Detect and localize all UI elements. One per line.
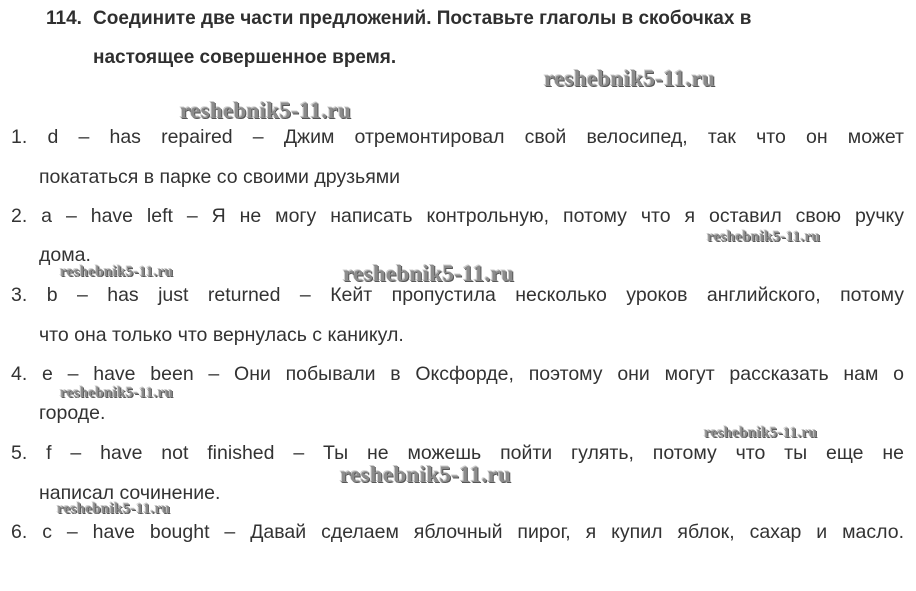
watermark: reshebnik5-11.ru (60, 385, 174, 401)
watermark: reshebnik5-11.ru (704, 425, 818, 441)
answer-3-line2: что она только что вернулась с каникул. (39, 324, 404, 346)
watermark: reshebnik5-11.ru (340, 462, 512, 487)
answer-3-line1: 3. b – has just returned – Кейт пропустила несколько уроков английского, потому (11, 284, 904, 306)
answer-1-line2: покататься в парке со своими друзьями (39, 166, 401, 188)
answer-2-line1: 2. a – have left – Я не могу написать контрольную, потому что я оставил свою ручку (11, 205, 904, 227)
answer-1-line1: 1. d – has repaired – Джим отремонтировал свой велосипед, так что он может (11, 126, 904, 148)
watermark: reshebnik5-11.ru (707, 229, 821, 245)
answer-5-line1: 5. f – have not finished – Ты не можешь пойти гулять, потому что ты еще не (11, 442, 904, 464)
watermark: reshebnik5-11.ru (180, 98, 352, 123)
answer-2-line2: дома. (39, 244, 91, 266)
watermark: reshebnik5-11.ru (60, 264, 174, 280)
answer-4-line2: городе. (39, 402, 106, 424)
exercise-title-line2: настоящее совершенное время. (93, 47, 397, 68)
exercise-title-line1: Соедините две части предложений. Поставьте глаголы в скобочках в (93, 8, 752, 29)
answer-4-line1: 4. e – have been – Они побывали в Оксфорде, поэтому они могут рассказать нам о (11, 363, 904, 385)
watermark: reshebnik5-11.ru (343, 261, 515, 286)
watermark: reshebnik5-11.ru (544, 66, 716, 91)
answer-5-line2: написал сочинение. (39, 482, 221, 504)
answer-6-line1: 6. c – have bought – Давай сделаем яблочный пирог, я купил яблок, сахар и масло. (11, 521, 904, 543)
exercise-number: 114. (46, 8, 82, 29)
watermark: reshebnik5-11.ru (57, 501, 171, 517)
